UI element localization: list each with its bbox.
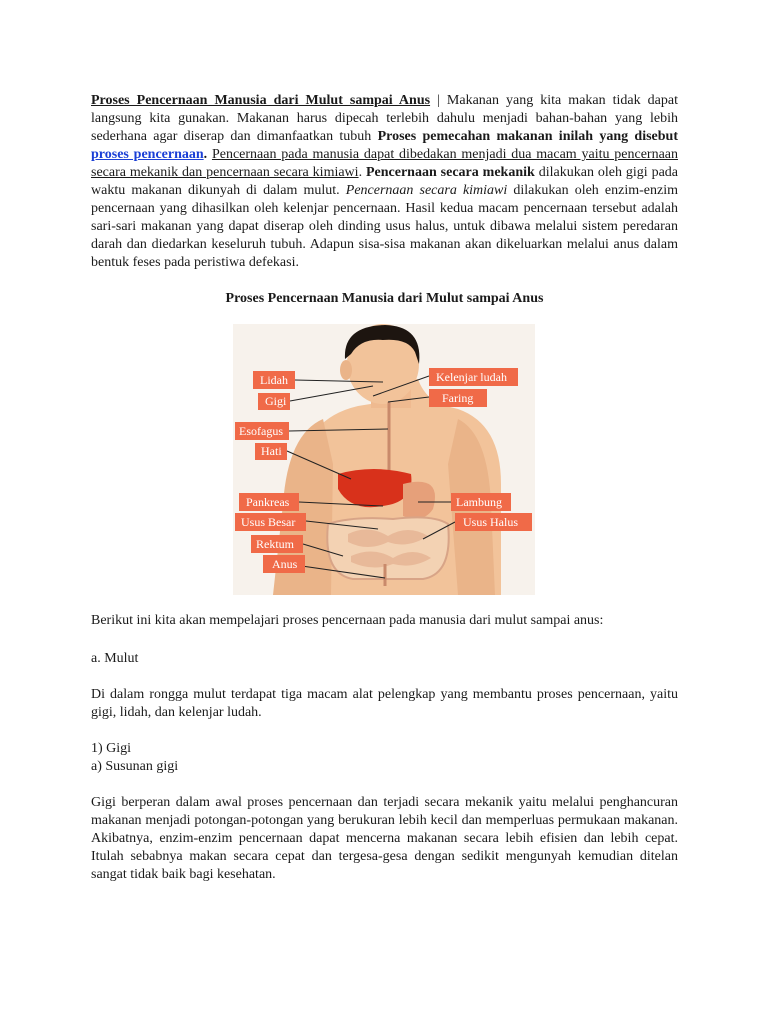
figure-caption: Proses Pencernaan Manusia dari Mulut sampai Anus — [225, 291, 544, 306]
intro-text-4: dilakukan oleh gigi pada waktu makanan dikunyah di dalam mulut. — [91, 165, 679, 198]
label-rektum: Rektum — [256, 537, 294, 551]
label-anus: Anus — [272, 557, 298, 571]
label-gigi: Gigi — [265, 394, 287, 408]
label-lidah: Lidah — [260, 373, 288, 387]
intro-text-1: Makanan yang kita makan tidak dapat langsung kita gunakan. Makanan harus dipecah terlebih dahulu menjadi bahan-bahan yang lebih sederhana agar diserap dan dimanfaatkan tubuh — [91, 93, 678, 144]
intro-bold-1: Proses pemecahan makanan inilah yang disebut — [377, 129, 679, 144]
label-pankreas: Pankreas — [246, 495, 290, 509]
intro-text-5: dilakukan oleh enzim-enzim pencernaan yang dihasilkan oleh kelenjar pencernaan. Hasil kedua macam pencernaan tersebut adalah sari-sari makanan yang dapat diserap oleh dinding usus halus, untuk dibawa melalui sistem peredaran darah dan diedarkan keseluruh tubuh. Adapun sisa-sisa makanan akan dikeluarkan melalui anus dalam bentuk feses pada peristiwa defekasi. — [91, 183, 678, 270]
paragraph-berikut: Berikut ini kita akan mempelajari proses pencernaan pada manusia dari mulut sampai anus: — [91, 613, 604, 628]
article-title-link[interactable]: Proses Pencernaan Manusia dari Mulut sampai Anus — [91, 93, 431, 108]
intro-underlined-text: Pencernaan pada manusia dapat dibedakan menjadi dua macam yaitu pencernaan secara mekanik dan pencernaan secara kimiawi — [91, 147, 679, 180]
intro-bold-2: Pencernaan secara mekanik — [365, 165, 535, 180]
intro-bold-dot: . — [203, 147, 208, 162]
label-faring: Faring — [442, 391, 474, 405]
paragraph-gigi: Gigi berperan dalam awal proses pencernaan dan terjadi secara mekanik yaitu melalui penghancuran makanan menjadi potongan-potongan yang berukuran lebih kecil dan memperluas permukaan makanan. Akibatnya, enzim-enzim pencernaan dapat mencerna makanan secara lebih efisien dan lebih cepat. Itulah sebabnya makan secara cepat dan tergesa-gesa dengan sedikit mengunyah kemudian ditelan sangat tidak baik bagi kesehatan. — [91, 795, 678, 882]
label-esofagus: Esofagus — [239, 424, 283, 438]
label-hati: Hati — [261, 444, 282, 458]
intro-block — [91, 92, 678, 308]
intro-paragraph — [91, 92, 678, 272]
label-usus-besar: Usus Besar — [241, 515, 296, 529]
heading-mulut: a. Mulut — [91, 651, 139, 666]
label-kelenjar-ludah: Kelenjar ludah — [436, 370, 507, 384]
digestive-diagram — [233, 324, 535, 595]
proses-pencernaan-link[interactable]: proses pencernaan — [91, 147, 204, 162]
intro-italic-1: Pencernaan secara kimiawi — [345, 183, 508, 198]
heading-susunan-gigi: a) Susunan gigi — [91, 759, 179, 774]
title-separator: | — [430, 93, 447, 108]
heading-gigi: 1) Gigi — [91, 741, 132, 756]
head — [340, 324, 419, 404]
label-lambung: Lambung — [456, 495, 502, 509]
label-usus-halus: Usus Halus — [463, 515, 519, 529]
digestive-system-figure — [233, 324, 535, 595]
paragraph-rongga-mulut: Di dalam rongga mulut terdapat tiga macam alat pelengkap yang membantu proses pencernaan, yaitu gigi, lidah, dan kelenjar ludah. — [91, 687, 678, 720]
intro-text-3: . — [358, 165, 366, 180]
